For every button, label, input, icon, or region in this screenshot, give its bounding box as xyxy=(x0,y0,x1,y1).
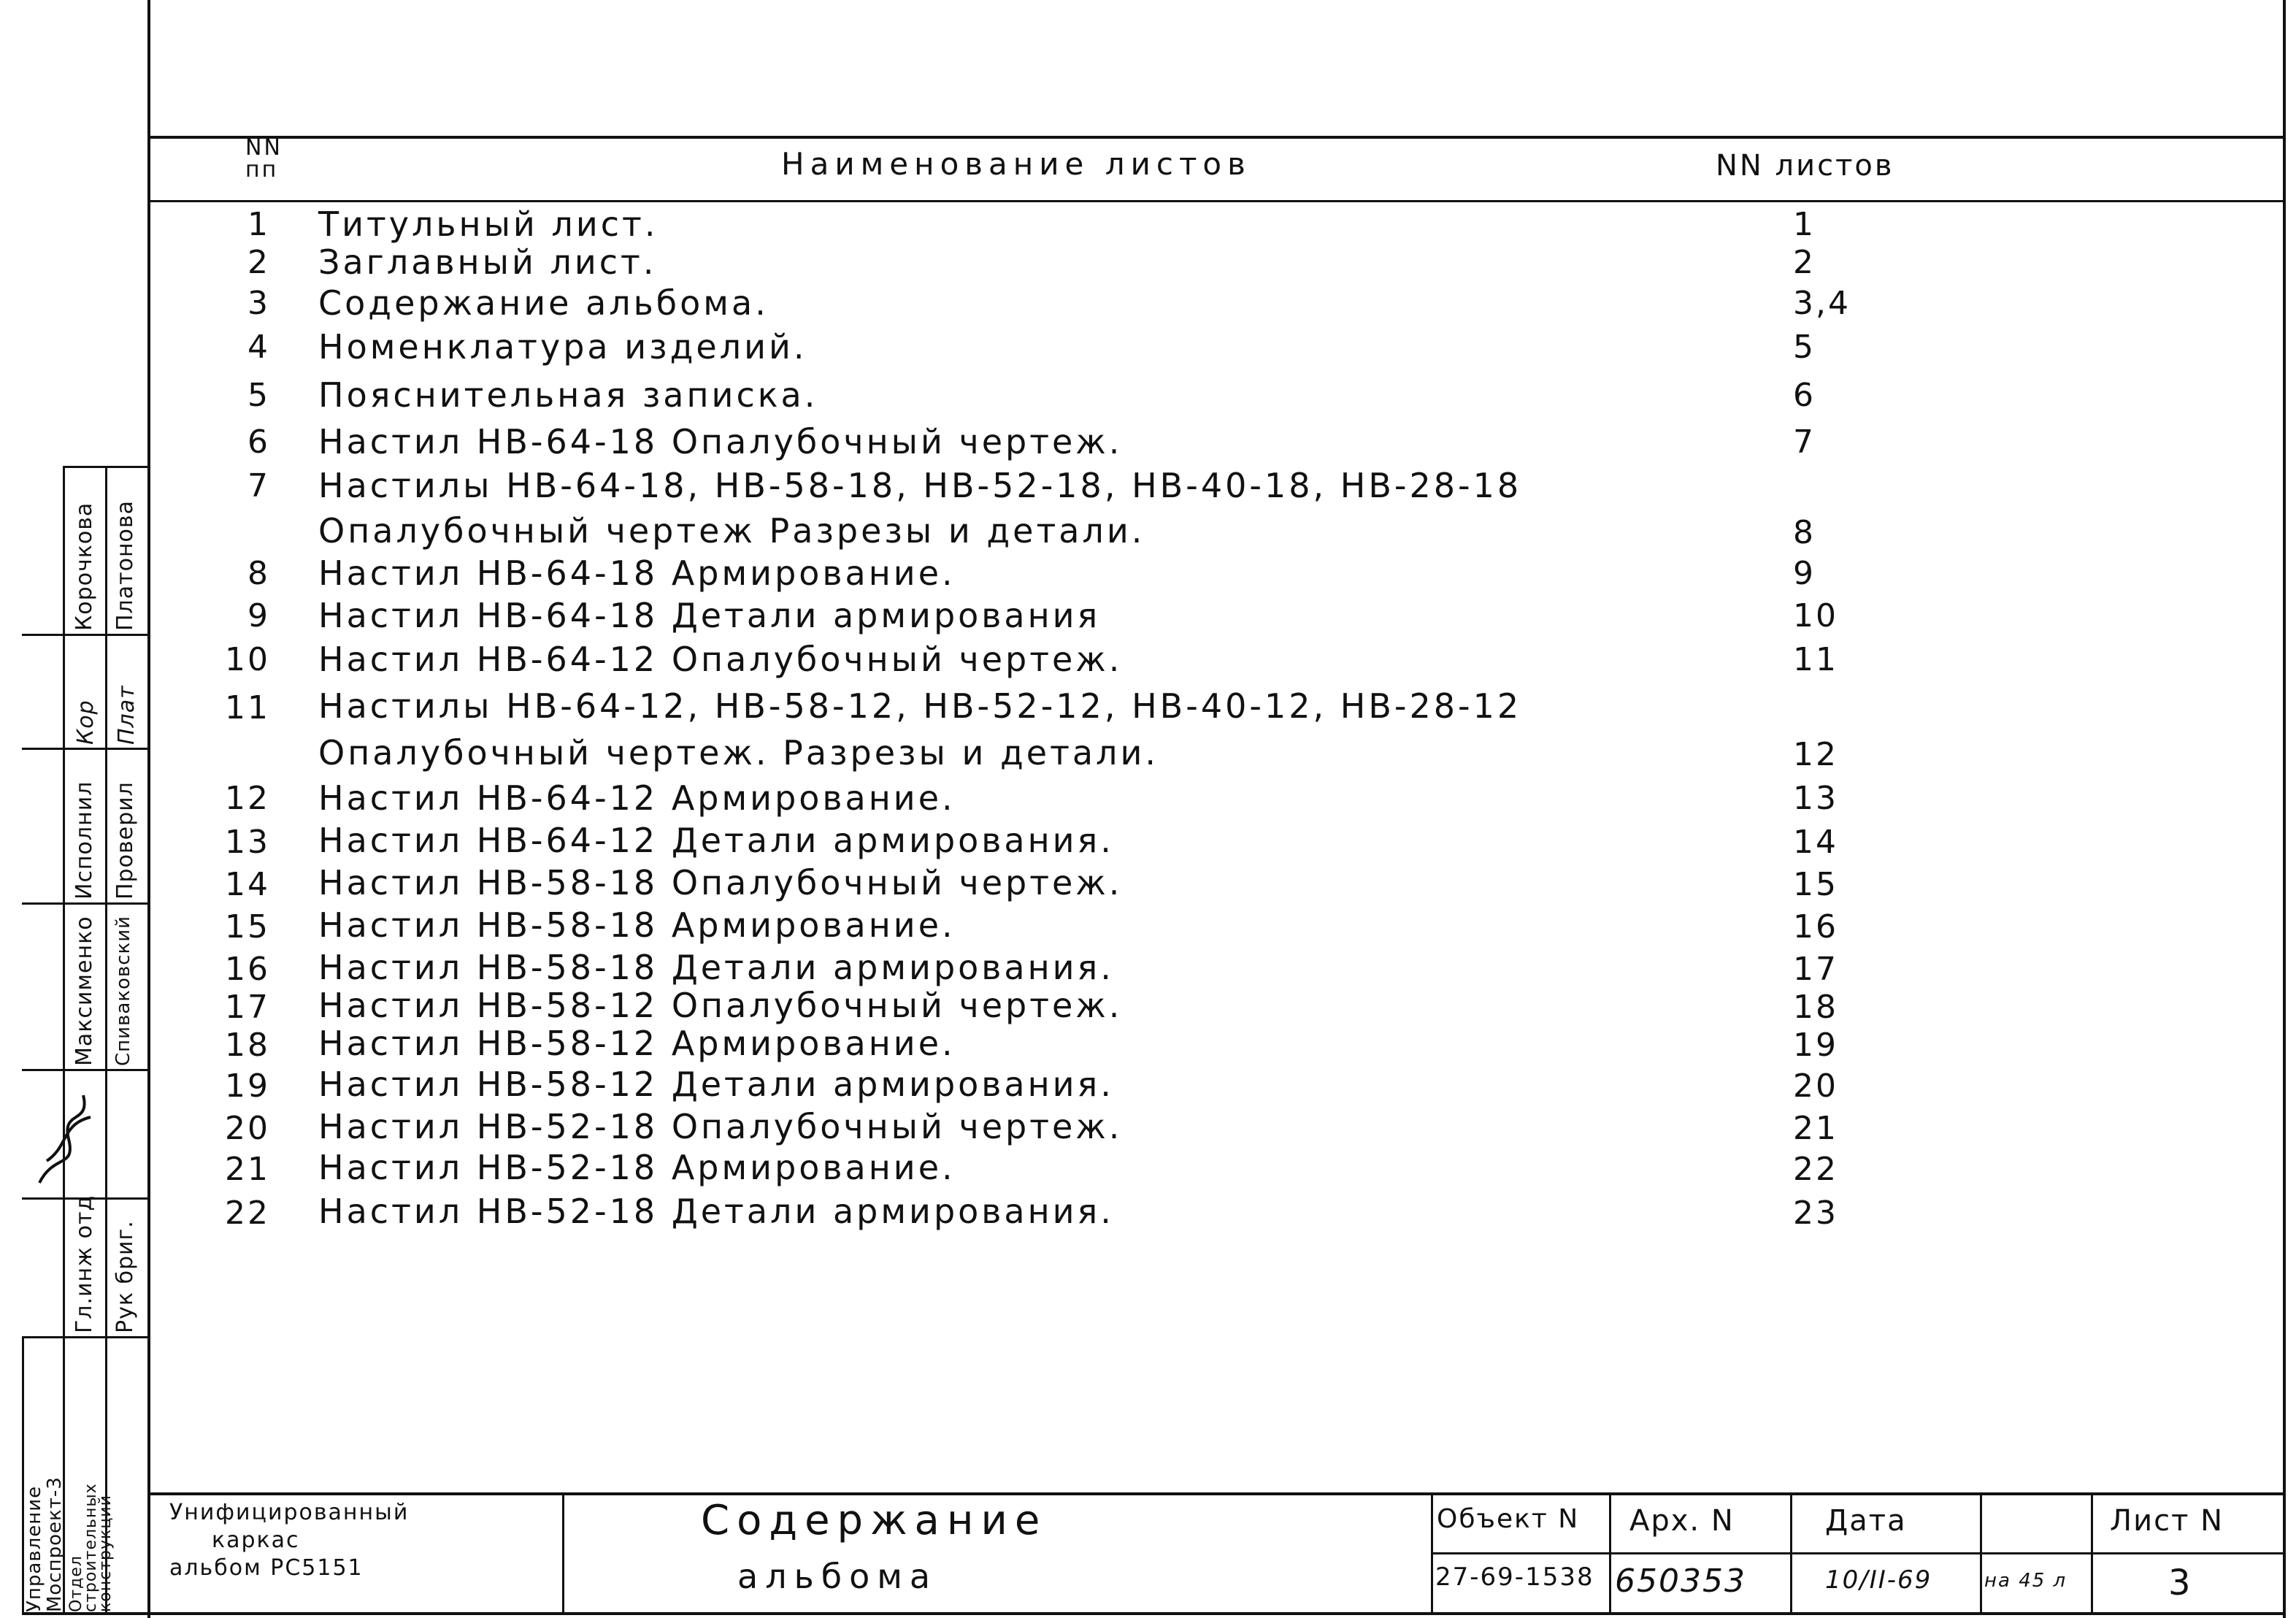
row-number: 4 xyxy=(247,329,270,366)
row-sheet: 10 xyxy=(1793,597,1838,634)
name-spivakovsky: Спиваковский xyxy=(112,915,134,1066)
name-maksimenko: Максименко xyxy=(72,916,97,1066)
row-title: Настилы НВ-64-12, НВ-58-12, НВ-52-12, НВ-40-12, НВ-28-12 xyxy=(318,686,1522,726)
object-value: 27-69-1538 xyxy=(1435,1563,1594,1592)
row-sheet: 15 xyxy=(1793,866,1838,903)
row-title: Содержание альбома. xyxy=(318,283,769,323)
header-top-line xyxy=(147,136,2286,139)
row-title: Номенклатура изделий. xyxy=(318,327,807,367)
row-number: 5 xyxy=(247,377,270,414)
row-sheet: 20 xyxy=(1793,1067,1838,1105)
name-platonova: Платонова xyxy=(112,500,138,631)
header-col-sheets: NN листов xyxy=(1716,149,1894,183)
row-sheet: 22 xyxy=(1793,1151,1838,1188)
row-number: 22 xyxy=(225,1195,270,1232)
row-title: Настил НВ-58-18 Детали армирования. xyxy=(318,948,1114,987)
row-sheet: 19 xyxy=(1793,1027,1838,1064)
row-number: 8 xyxy=(247,555,270,592)
sheets-count: на 45 л xyxy=(1984,1570,2067,1592)
row-sheet: 6 xyxy=(1793,377,1816,414)
row-sheet: 14 xyxy=(1793,824,1838,861)
row-sheet: 21 xyxy=(1793,1110,1838,1147)
row-title: Настил НВ-64-12 Опалубочный чертеж. xyxy=(318,640,1123,679)
role-checker: Проверил xyxy=(112,781,138,900)
dept-name-line1: Отдел xyxy=(67,1555,85,1612)
row-sheet: 18 xyxy=(1793,989,1838,1026)
row-title: Пояснительная записка. xyxy=(318,375,818,415)
sheet-label: Лист N xyxy=(2110,1504,2224,1538)
row-number: 2 xyxy=(247,244,270,281)
row-title: Опалубочный чертеж. Разрезы и детали. xyxy=(318,733,1159,772)
stamp-row-line xyxy=(1431,1552,2286,1554)
side-line xyxy=(22,748,149,750)
row-sheet: 17 xyxy=(1793,951,1838,988)
role-brigade-head: Рук бриг. xyxy=(112,1220,138,1333)
sheet-title-line2: альбома xyxy=(737,1557,938,1596)
signature-platonova: Плат xyxy=(114,685,139,745)
row-number: 17 xyxy=(225,989,270,1026)
row-sheet: 16 xyxy=(1793,908,1838,946)
row-sheet: 2 xyxy=(1793,244,1816,281)
row-sheet: 13 xyxy=(1793,780,1838,817)
stamp-top-line xyxy=(147,1492,2286,1495)
side-line xyxy=(63,466,149,468)
row-title: Настил НВ-64-12 Детали армирования. xyxy=(318,821,1114,860)
row-number: 18 xyxy=(225,1027,270,1064)
side-line xyxy=(63,466,65,1615)
row-sheet: 5 xyxy=(1793,329,1816,366)
frame-right-line xyxy=(2283,0,2286,1618)
name-korochkova: Корочкова xyxy=(72,502,97,631)
side-line xyxy=(22,1336,149,1338)
row-number: 1 xyxy=(247,206,270,243)
side-line xyxy=(105,466,107,1615)
row-number: 14 xyxy=(225,866,270,903)
project-name-line3: альбом РС5151 xyxy=(169,1555,364,1581)
row-title: Настил НВ-58-12 Детали армирования. xyxy=(318,1065,1114,1104)
row-number: 6 xyxy=(247,423,270,461)
row-title: Настил НВ-52-18 Детали армирования. xyxy=(318,1192,1114,1231)
row-title: Настил НВ-58-18 Армирование. xyxy=(318,905,956,945)
row-title: Настил НВ-64-18 Армирование. xyxy=(318,553,956,593)
row-sheet: 1 xyxy=(1793,206,1816,243)
row-number: 16 xyxy=(225,951,270,988)
frame-left-line xyxy=(147,0,150,1618)
row-title: Настил НВ-64-18 Опалубочный чертеж. xyxy=(318,422,1123,461)
side-line xyxy=(22,634,149,636)
row-sheet: 3,4 xyxy=(1793,285,1851,322)
row-title: Настил НВ-52-18 Армирование. xyxy=(318,1148,956,1187)
row-title: Заглавный лист. xyxy=(318,242,657,282)
dept-name-line3: конструкций xyxy=(96,1495,115,1612)
row-number: 13 xyxy=(225,824,270,861)
row-number: 7 xyxy=(247,467,270,505)
sheet-value: 3 xyxy=(2168,1563,2192,1603)
row-sheet: 8 xyxy=(1793,514,1816,551)
archive-value: 650353 xyxy=(1615,1563,1746,1600)
row-number: 15 xyxy=(225,908,270,946)
row-number: 10 xyxy=(225,641,270,678)
row-sheet: 11 xyxy=(1793,641,1838,678)
date-value: 10/II-69 xyxy=(1825,1565,1932,1595)
stamp-divider xyxy=(562,1492,564,1615)
side-line xyxy=(22,902,149,905)
row-title: Настил НВ-64-12 Армирование. xyxy=(318,778,956,818)
signature-korochkova: Кор xyxy=(73,699,99,745)
role-chief-engineer: Гл.инж отд xyxy=(72,1195,97,1333)
row-number: 9 xyxy=(247,597,270,634)
date-label: Дата xyxy=(1825,1504,1907,1538)
row-number: 11 xyxy=(225,689,270,726)
row-title: Настилы НВ-64-18, НВ-58-18, НВ-52-18, НВ-40-18, НВ-28-18 xyxy=(318,466,1522,505)
dept-name-line2: строительных xyxy=(82,1483,100,1612)
header-col-no: NN пп xyxy=(245,135,283,183)
side-line xyxy=(22,1069,149,1071)
row-number: 20 xyxy=(225,1110,270,1147)
header-col-name: Наименование листов xyxy=(781,146,1251,182)
row-sheet: 7 xyxy=(1793,423,1816,461)
row-title: Титульный лист. xyxy=(318,204,659,244)
row-title: Настил НВ-58-18 Опалубочный чертеж. xyxy=(318,863,1123,902)
header-bottom-line xyxy=(147,200,2286,202)
signature-maksimenko xyxy=(25,1081,105,1190)
archive-label: Арх. N xyxy=(1629,1504,1735,1538)
row-title: Настил НВ-52-18 Опалубочный чертеж. xyxy=(318,1107,1123,1146)
project-name-line1: Унифицированный xyxy=(169,1500,410,1525)
role-executor: Исполнил xyxy=(72,781,97,900)
object-label: Объект N xyxy=(1437,1504,1580,1534)
row-title: Настил НВ-64-18 Детали армирования xyxy=(318,596,1101,635)
row-sheet: 9 xyxy=(1793,555,1816,592)
row-title: Настил НВ-58-12 Опалубочный чертеж. xyxy=(318,986,1123,1025)
row-number: 19 xyxy=(225,1067,270,1105)
row-number: 3 xyxy=(247,285,270,322)
org-name-line1: Управление xyxy=(23,1485,45,1612)
org-name-line2: Моспроект-3 xyxy=(44,1476,66,1612)
row-number: 21 xyxy=(225,1151,270,1188)
sheet-title-line1: Содержание xyxy=(701,1497,1048,1544)
row-title: Опалубочный чертеж Разрезы и детали. xyxy=(318,511,1145,551)
row-sheet: 12 xyxy=(1793,736,1838,773)
row-title: Настил НВ-58-12 Армирование. xyxy=(318,1024,956,1063)
row-sheet: 23 xyxy=(1793,1195,1838,1232)
bottom-line xyxy=(22,1612,2286,1615)
project-name-line2: каркас xyxy=(212,1527,300,1553)
row-number: 12 xyxy=(225,780,270,817)
